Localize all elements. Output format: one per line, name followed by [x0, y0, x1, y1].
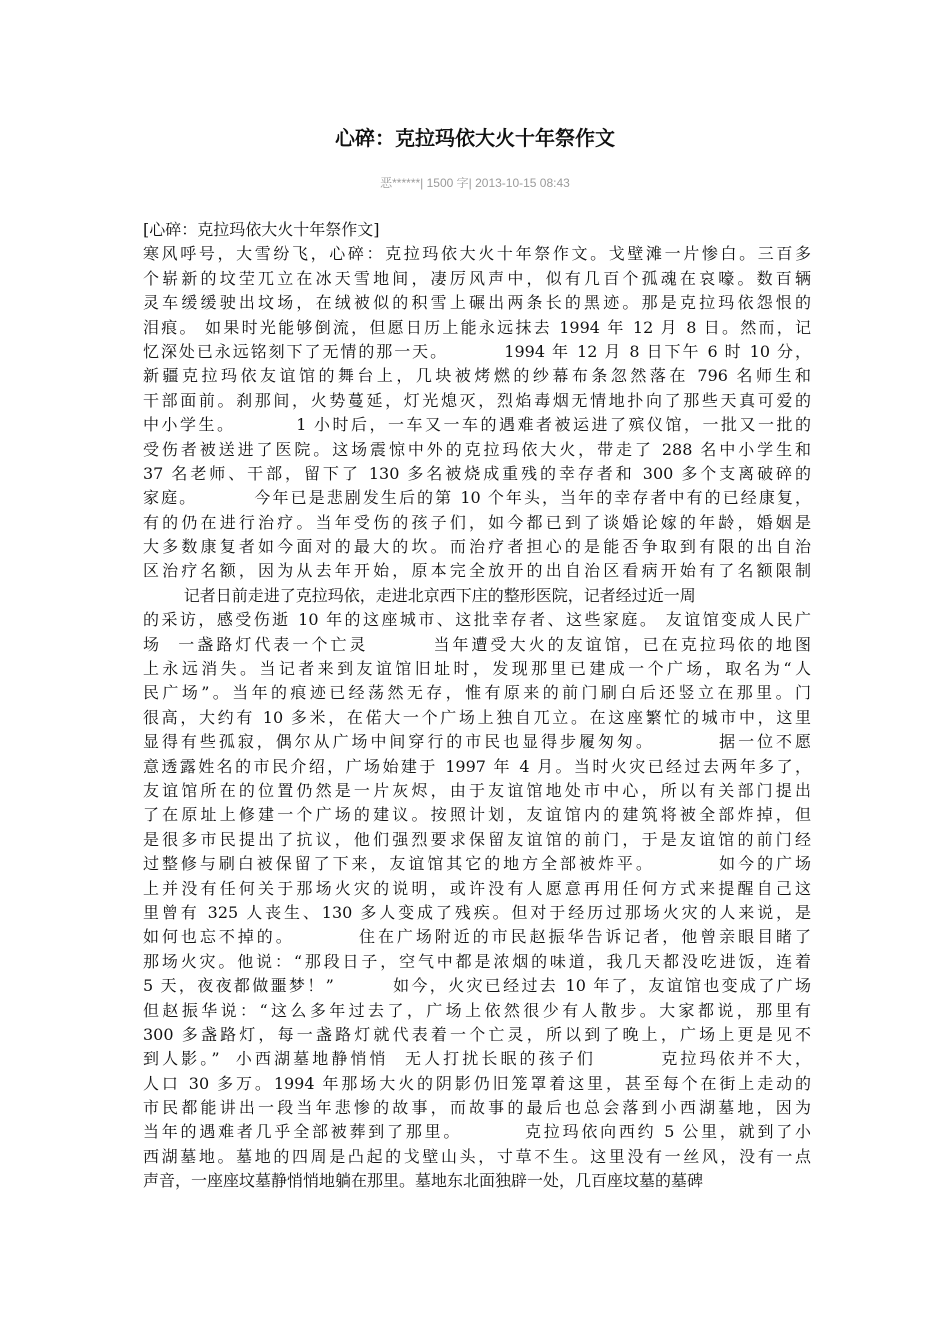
body-line: 300 多盏路灯，每一盏路灯就代表着一个亡灵，所以到了晚上，广场上更是见不 — [143, 1024, 811, 1044]
body-line: 了在原址上修建一个广场的建议。按照计划，友谊馆内的建筑将被全部炸掉，但 — [143, 805, 811, 825]
body-line: 区治疗名额，因为从去年开始，原本完全放开的出自治区看病开始有了名额限制 — [143, 561, 811, 581]
body-line: 中小学生。 1 小时后，一车又一车的遇难者被运进了殡仪馆，一批又一批的 — [143, 415, 811, 435]
body-line: 到人影。” 小西湖墓地静悄悄 无人打扰长眠的孩子们 克拉玛依并不大， — [143, 1049, 811, 1069]
body-line: 新疆克拉玛依友谊馆的舞台上，几块被烤燃的纱幕布条忽然落在 796 名师生和 — [143, 366, 811, 386]
body-line: 上并没有任何关于那场火灾的说明，或许没有人愿意再用任何方式来提醒自己这 — [143, 878, 811, 898]
body-line: 个崭新的坟茔兀立在冰天雪地间，凄厉风声中，似有几百个孤魂在哀嚎。数百辆 — [143, 268, 811, 288]
body-line: 有的仍在进行治疗。当年受伤的孩子们，如今都已到了谈婚论嫁的年龄，婚姻是 — [143, 512, 811, 532]
body-line: 泪痕。 如果时光能够倒流，但愿日历上能永远抹去 1994 年 12 月 8 日。然而，记 — [143, 317, 811, 337]
body-line: 很高，大约有 10 多米，在偌大一个广场上独自兀立。在这座繁忙的城市中，这里 — [143, 707, 811, 727]
body-line: 寒风呼号，大雪纷飞，心碎：克拉玛依大火十年祭作文。戈壁滩一片惨白。三百多 — [143, 244, 811, 264]
body-line: 37 名老师、干部，留下了 130 多名被烧成重残的幸存者和 300 多个支离破碎的 — [143, 463, 811, 483]
body-line: 民广场”。当年的痕迹已经荡然无存，惟有原来的前门刷白后还竖立在那里。门 — [143, 683, 811, 703]
body-line: 但赵振华说：“这么多年过去了，广场上依然很少有人散步。大家都说，那里有 — [143, 1000, 811, 1020]
body-line: 上永远消失。当记者来到友谊馆旧址时，发现那里已建成一个广场，取名为“人 — [143, 659, 811, 679]
body-line: 当年的遇难者几乎全部被葬到了那里。 克拉玛依向西约 5 公里，就到了小 — [143, 1122, 811, 1142]
body-line: 显得有些孤寂，偶尔从广场中间穿行的市民也显得步履匆匆。 据一位不愿 — [143, 732, 811, 752]
body-line: 人口 30 多万。1994 年那场大火的阴影仍旧笼罩着这里，甚至每个在街上走动的 — [143, 1073, 811, 1093]
body-line: 干部面前。刹那间，火势蔓延，灯光熄灭，烈焰毒烟无情地扑向了那些天真可爱的 — [143, 390, 811, 410]
document-title: 心碎：克拉玛依大火十年祭作文 — [335, 126, 615, 150]
body-line: 友谊馆所在的位置仍然是一片灰烬，由于友谊馆地处市中心，所以有关部门提出 — [143, 780, 811, 800]
body-line: 5 天，夜夜都做噩梦！” 如今，火灾已经过去 10 年了，友谊馆也变成了广场 — [143, 976, 811, 996]
body-line: 西湖墓地。墓地的四周是凸起的戈壁山头，寸草不生。这里没有一丝风，没有一点 — [143, 1146, 811, 1166]
body-line: 的采访，感受伤逝 10 年的这座城市、这批幸存者、这些家庭。 友谊馆变成人民广 — [143, 610, 811, 630]
body-line: 过整修与刷白被保留了下来，友谊馆其它的地方全部被炸平。 如今的广场 — [143, 854, 811, 874]
body-line: 那场火灾。他说：“那段日子，空气中都是浓烟的味道，我几天都没吃进饭，连着 — [143, 951, 811, 971]
body-line: 忆深处已永远铭刻下了无情的那一天。 1994 年 12 月 8 日下午 6 时 10 分， — [143, 341, 811, 361]
body-line: 场 一盏路灯代表一个亡灵 当年遭受大火的友谊馆，已在克拉玛依的地图 — [143, 634, 811, 654]
body-line: 如何也忘不掉的。 住在广场附近的市民赵振华告诉记者，他曾亲眼目睹了 — [143, 927, 811, 947]
body-line: [心碎：克拉玛依大火十年祭作文] — [143, 220, 380, 239]
body-line: 记者日前走进了克拉玛依，走进北京西下庄的整形医院，记者经过近一周 — [143, 585, 696, 605]
body-line: 受伤者被送进了医院。这场震惊中外的克拉玛依大火，带走了 288 名中小学生和 — [143, 439, 811, 459]
body-line: 灵车缓缓驶出坟场，在绒被似的积雪上碾出两条长的黑迹。那是克拉玛依怨恨的 — [143, 293, 811, 313]
body-line: 是很多市民提出了抗议，他们强烈要求保留友谊馆的前门，于是友谊馆的前门经 — [143, 829, 811, 849]
body-line: 意透露姓名的市民介绍，广场始建于 1997 年 4 月。当时火灾已经过去两年多了， — [143, 756, 811, 776]
body-line: 声音，一座座坟墓静悄悄地躺在那里。墓地东北面独辟一处，几百座坟墓的墓碑 — [143, 1171, 704, 1191]
document-body — [143, 218, 811, 1194]
body-line: 市民都能讲出一段当年悲惨的故事，而故事的最后也总会落到小西湖墓地，因为 — [143, 1098, 811, 1118]
body-line: 大多数康复者如今面对的最大的坎。而治疗者担心的是能否争取到有限的出自治 — [143, 537, 811, 557]
document-meta: 恶******| 1500 字| 2013-10-15 08:43 — [380, 176, 570, 190]
body-line: 里曾有 325 人丧生、130 多人变成了残疾。但对于经历过那场火灾的人来说，是 — [143, 902, 811, 922]
body-line: 家庭。 今年已是悲剧发生后的第 10 个年头，当年的幸存者中有的已经康复， — [143, 488, 811, 508]
